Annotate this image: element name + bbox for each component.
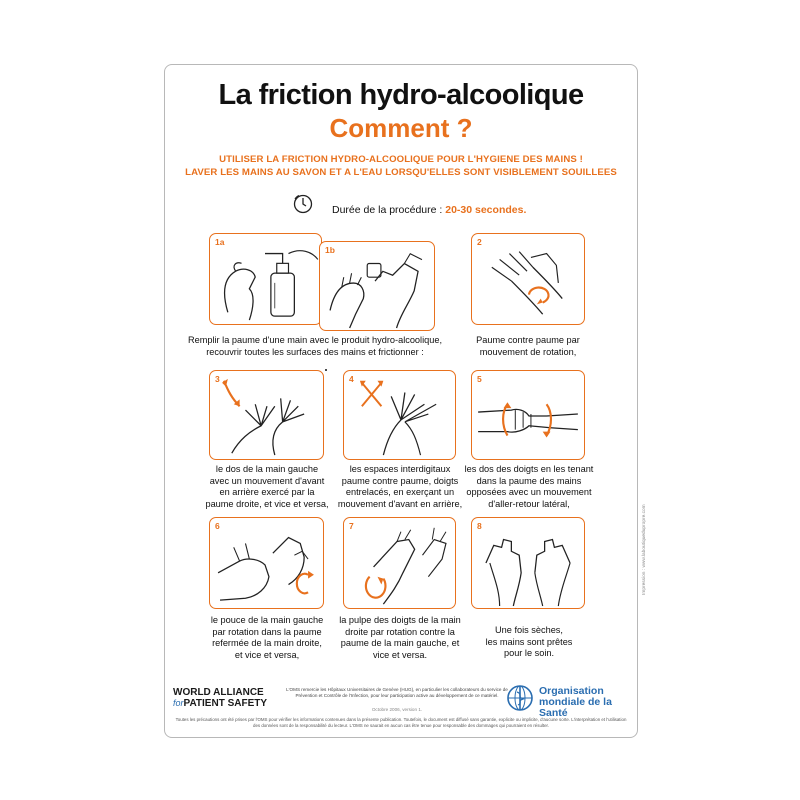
palm-to-palm-illustration xyxy=(472,234,584,324)
alliance-line-1: WORLD ALLIANCE xyxy=(173,687,264,698)
caption-line: entrelacés, en exerçant un xyxy=(345,487,455,497)
version-date: Octobre 2006, version 1. xyxy=(371,707,423,712)
alliance-line-2: PATIENT SAFETY xyxy=(183,698,268,709)
step-number: 4 xyxy=(349,374,354,384)
poster-subtitle: Comment ? xyxy=(329,113,473,143)
caption-line: recouvrir toutes les surfaces des mains et frictionner : xyxy=(206,346,424,357)
interlaced-fingers-illustration xyxy=(344,371,455,459)
caption-line: Remplir la paume d'une main avec le produit hydro-alcoolique, xyxy=(187,335,443,345)
who-line-2: mondiale de la Santé xyxy=(539,696,612,719)
duration xyxy=(332,204,526,216)
step-8-panel xyxy=(471,517,585,609)
step-4-caption xyxy=(335,464,465,510)
step-3-panel xyxy=(209,370,324,460)
caption-line: paume de la main gauche, et xyxy=(340,638,460,648)
caption-line: vice et versa. xyxy=(372,649,428,660)
caption-line: droite par rotation contre la xyxy=(345,626,455,637)
back-of-hand-illustration xyxy=(210,371,323,459)
caption-line: les dos des doigts en les tenant xyxy=(464,464,594,474)
caption-line: avec un mouvement d'avant xyxy=(209,475,325,486)
caption-line: pour le soin. xyxy=(503,648,555,658)
acknowledgement-text: L'OMS remercie les Hôpitaux Universitaires de Genève (HUG), en particulier les collaborateurs du service de Prévention et Contrôle de l'Infection, pour leur participation active au développement de ce matériel. xyxy=(286,687,508,698)
caption-line: les mains sont prêtes xyxy=(485,636,573,647)
step-1a-panel xyxy=(209,233,322,325)
step-4-panel xyxy=(343,370,456,460)
instruction-line-2: LAVER LES MAINS AU SAVON ET A L'EAU LORSQU'ELLES SONT VISIBLEMENT SOUILLEES xyxy=(185,167,617,178)
caption-line: en arrière exercé par la xyxy=(219,487,315,497)
fingertips-rotation-illustration xyxy=(344,518,455,608)
step-number: 7 xyxy=(349,521,354,531)
caption-line: et vice et versa, xyxy=(234,649,300,660)
step-number: 5 xyxy=(477,374,482,384)
step-1-caption xyxy=(185,335,445,358)
step-number: 1a xyxy=(215,237,225,247)
step-number: 2 xyxy=(477,237,482,247)
who-logo xyxy=(505,683,637,719)
rub-palms-illustration xyxy=(320,242,434,330)
step-5-caption xyxy=(463,464,595,510)
step-5-panel xyxy=(471,370,585,460)
step-number: 1b xyxy=(325,245,335,255)
caption-line: par rotation dans la paume xyxy=(212,626,322,637)
step-2-panel xyxy=(471,233,585,325)
caption-line: Paume contre paume par xyxy=(476,335,580,345)
clock-icon xyxy=(292,193,314,215)
alliance-for: for xyxy=(173,698,184,708)
caption-line: d'aller-retour latéral, xyxy=(488,498,570,509)
duration-label: Durée de la procédure : xyxy=(332,204,446,216)
instruction-line-1: UTILISER LA FRICTION HYDRO-ALCOOLIQUE POUR L'HYGIENE DES MAINS ! xyxy=(219,154,583,165)
who-emblem-icon xyxy=(505,683,535,713)
caption-line: paume droite, et vice et versa, xyxy=(205,498,329,509)
thumb-rotation-illustration xyxy=(210,518,323,608)
step-6-caption xyxy=(203,615,331,661)
step-7-panel xyxy=(343,517,456,609)
caption-line: paume contre paume, doigts xyxy=(341,475,459,486)
bullet-dot xyxy=(325,369,327,371)
caption-line: refermée de la main droite, xyxy=(212,638,322,648)
step-3-caption xyxy=(203,464,331,510)
caption-line: mouvement d'avant en arrière, xyxy=(337,498,463,509)
step-7-caption xyxy=(335,615,465,661)
caption-line: les espaces interdigitaux xyxy=(349,464,451,474)
step-number: 8 xyxy=(477,521,482,531)
pump-dispense-illustration xyxy=(210,234,321,324)
step-number: 6 xyxy=(215,521,220,531)
caption-line: le pouce de la main gauche xyxy=(210,615,324,625)
caption-line: le dos de la main gauche xyxy=(215,464,319,474)
caption-line: opposées avec un mouvement xyxy=(466,487,592,497)
clean-hands-illustration xyxy=(472,518,584,608)
step-1b-panel xyxy=(319,241,435,331)
caption-line: dans la paume des mains xyxy=(476,475,582,486)
world-alliance-logo xyxy=(173,687,267,709)
step-2-caption xyxy=(465,335,591,358)
caption-line: Une fois sèches, xyxy=(495,625,563,635)
who-line-1: Organisation xyxy=(539,685,604,697)
poster-title: La friction hydro-alcoolique xyxy=(218,79,584,111)
poster xyxy=(164,64,647,738)
locked-fingers-illustration xyxy=(472,371,584,459)
step-8-caption xyxy=(463,625,595,660)
step-number: 3 xyxy=(215,374,220,384)
caption-line: mouvement de rotation, xyxy=(479,346,577,357)
step-6-panel xyxy=(209,517,324,609)
duration-value: 20-30 secondes. xyxy=(445,204,527,216)
disclaimer-text: Toutes les précautions ont été prises par l'OMS pour vérifier les informations contenues dans la présente publication. Toutefois, le document est diffusé sans garantie, explicite ou implicite, d'aucune sorte. L'interprétation et l'utilisation des données sont de la responsabilité du lecteur. L'OMS ne saurait en aucun cas être tenue pour responsable des dommages qui pourraient en résulter. xyxy=(175,717,627,728)
caption-line: la pulpe des doigts de la main xyxy=(339,615,461,625)
side-credit-text: Impression : www.laboutiquedupropre.com xyxy=(642,504,647,595)
